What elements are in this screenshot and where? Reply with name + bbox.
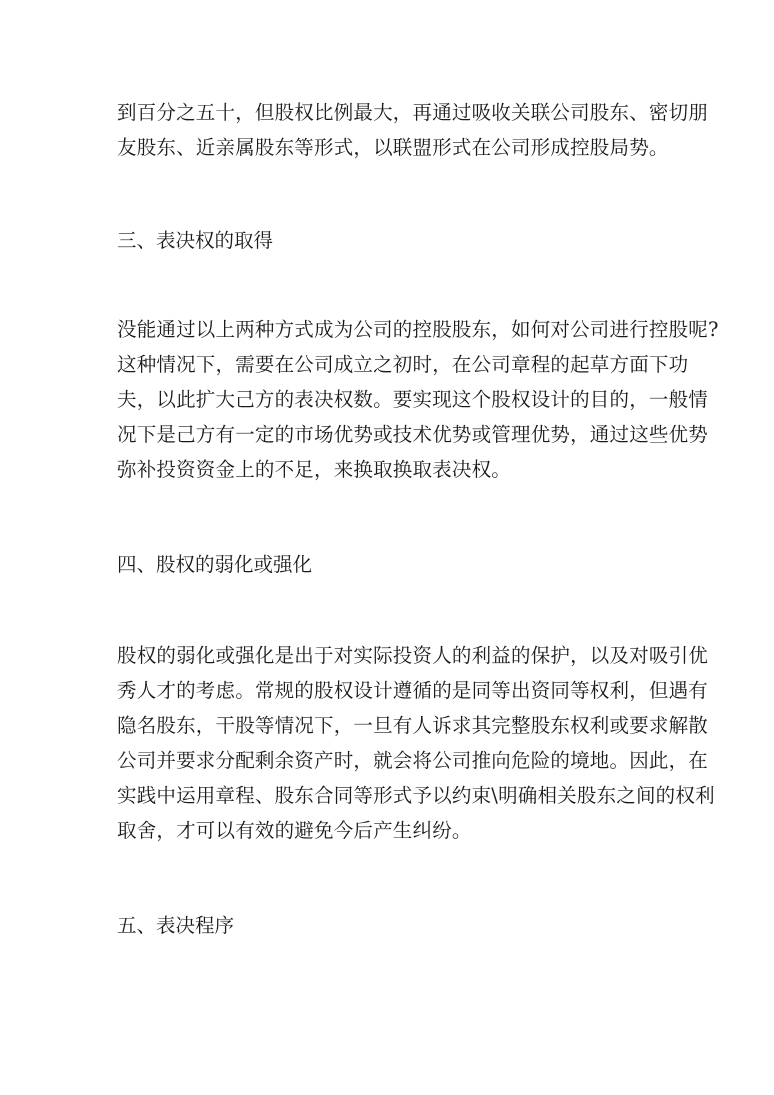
paragraph-line: 这种情况下，需要在公司成立之初时，在公司章程的起草方面下功 <box>117 353 689 376</box>
paragraph-line: 况下是己方有一定的市场优势或技术优势或管理优势，通过这些优势 <box>117 423 709 446</box>
paragraph-line: 弥补投资资金上的不足，来换取换取表决权。 <box>117 458 512 481</box>
paragraph-line: 夫，以此扩大己方的表决权数。要实现这个股权设计的目的，一般情 <box>117 388 709 411</box>
paragraph-line: 实践中运用章程、股东合同等形式予以约束\明确相关股东之间的权利 <box>117 784 715 807</box>
section-heading: 五、表决程序 <box>117 914 235 937</box>
section-heading: 三、表决权的取得 <box>117 229 274 252</box>
section-heading: 四、股权的弱化或强化 <box>117 553 313 576</box>
paragraph-line: 没能通过以上两种方式成为公司的控股股东，如何对公司进行控股呢? <box>117 318 719 341</box>
paragraph-line: 到百分之五十，但股权比例最大，再通过吸收关联公司股东、密切朋 <box>117 101 709 124</box>
paragraph-line: 取舍，才可以有效的避免今后产生纠纷。 <box>117 819 472 842</box>
paragraph-line: 公司并要求分配剩余资产时，就会将公司推向危险的境地。因此，在 <box>117 749 709 772</box>
paragraph-line: 股权的弱化或强化是出于对实际投资人的利益的保护，以及对吸引优 <box>117 644 709 667</box>
paragraph-line: 友股东、近亲属股东等形式，以联盟形式在公司形成控股局势。 <box>117 136 669 159</box>
paragraph-line: 秀人才的考虑。常规的股权设计遵循的是同等出资同等权利，但遇有 <box>117 679 709 702</box>
paragraph-line: 隐名股东，干股等情况下，一旦有人诉求其完整股东权利或要求解散 <box>117 714 709 737</box>
